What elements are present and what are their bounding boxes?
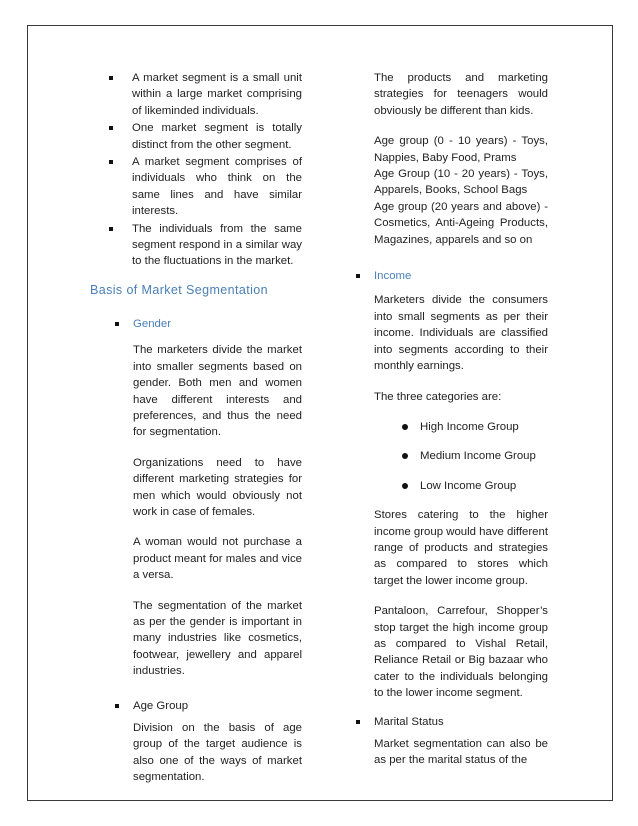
bullet-square-icon bbox=[109, 227, 113, 231]
list-item-text: High Income Group bbox=[420, 420, 519, 433]
bullet-square-icon bbox=[115, 704, 119, 708]
paragraph: A woman would not purchase a product meant for males and vice a versa. bbox=[133, 536, 302, 582]
income-body bbox=[344, 292, 548, 701]
gender-heading bbox=[90, 316, 302, 332]
paragraph: Division on the basis of age group of the target audience is also one of the ways of market segmentation. bbox=[133, 722, 302, 784]
left-column bbox=[90, 70, 302, 786]
age-lines bbox=[374, 133, 548, 248]
age-group-body bbox=[90, 720, 302, 786]
paragraph: The marketers divide the market into smaller segments based on gender. Both men and women have different interests and preferences, and thus the need for segmentation. bbox=[133, 344, 302, 439]
paragraph: Market segmentation can also be as per the marital status of the bbox=[374, 738, 548, 767]
list-item-text: Medium Income Group bbox=[420, 450, 536, 463]
list-item-text: One market segment is totally distinct from the other segment. bbox=[132, 122, 302, 151]
gender-heading-text: Gender bbox=[133, 317, 171, 330]
paragraph: Marketers divide the consumers into small segments as per their income. Individuals are classified into segments according to their monthly earnings. bbox=[374, 294, 548, 373]
marital-status-heading-text: Marital Status bbox=[374, 715, 444, 728]
list-item bbox=[398, 448, 548, 464]
list-item-text: The individuals from the same segment respond in a similar way to the fluctuations in the market. bbox=[132, 222, 302, 268]
paragraph: The segmentation of the market as per the gender is important in many industries like cosmetics, footwear, jewellery and apparel industries. bbox=[133, 599, 302, 678]
paragraph: The products and marketing strategies for teenagers would obviously be different than kids. bbox=[374, 72, 548, 117]
income-heading-text: Income bbox=[374, 270, 412, 283]
income-categories-list bbox=[374, 419, 548, 494]
marital-status-body bbox=[344, 736, 548, 769]
paragraph: Pantaloon, Carrefour, Shopper’s stop target the high income group as compared to Vishal Retail, Reliance Retail or Big bazaar who cater to the individuals belonging to the lower income segment. bbox=[374, 605, 548, 700]
paragraph: Organizations need to have different marketing strategies for men which would obviously not work in case of females. bbox=[133, 456, 302, 518]
paragraph: Stores catering to the higher income group would have different range of products and strategies as compared to stores which target the lower income group. bbox=[374, 509, 548, 587]
list-item bbox=[109, 120, 302, 153]
bullet-dot-icon bbox=[402, 483, 408, 489]
list-item bbox=[109, 154, 302, 220]
age-line: Age group (20 years and above) - Cosmetics, Anti-Ageing Products, Magazines, apparels and so on bbox=[374, 200, 548, 246]
age-line: Age group (0 - 10 years) - Toys, Nappies, Baby Food, Prams bbox=[374, 135, 548, 164]
list-item-text: Low Income Group bbox=[420, 479, 517, 492]
bullet-square-icon bbox=[356, 720, 360, 724]
bullet-square-icon bbox=[109, 160, 113, 164]
age-group-continued bbox=[344, 70, 548, 248]
bullet-dot-icon bbox=[402, 453, 408, 459]
bullet-square-icon bbox=[109, 76, 113, 80]
paragraph: The three categories are: bbox=[374, 390, 502, 403]
age-line: Age Group (10 - 20 years) - Toys, Apparels, Books, School Bags bbox=[374, 168, 548, 197]
list-item bbox=[398, 478, 548, 494]
bullet-square-icon bbox=[356, 274, 360, 278]
section-heading: Basis of Market Segmentation bbox=[90, 282, 268, 297]
bullet-square-icon bbox=[115, 322, 119, 326]
age-group-heading-text: Age Group bbox=[133, 699, 189, 712]
list-item-text: A market segment is a small unit within a large market comprising of likeminded individuals. bbox=[132, 72, 302, 117]
marital-status-heading bbox=[344, 714, 548, 730]
bullet-square-icon bbox=[109, 126, 113, 130]
age-group-heading bbox=[90, 698, 302, 714]
bullet-dot-icon bbox=[402, 424, 408, 430]
list-item bbox=[398, 419, 548, 435]
list-item-text: A market segment comprises of individuals who think on the same lines and have similar interests. bbox=[132, 156, 302, 218]
list-item bbox=[109, 70, 302, 119]
gender-body bbox=[90, 342, 302, 679]
list-item bbox=[109, 221, 302, 270]
income-heading bbox=[344, 268, 548, 284]
right-column bbox=[344, 70, 548, 769]
intro-bullet-list bbox=[90, 70, 302, 270]
